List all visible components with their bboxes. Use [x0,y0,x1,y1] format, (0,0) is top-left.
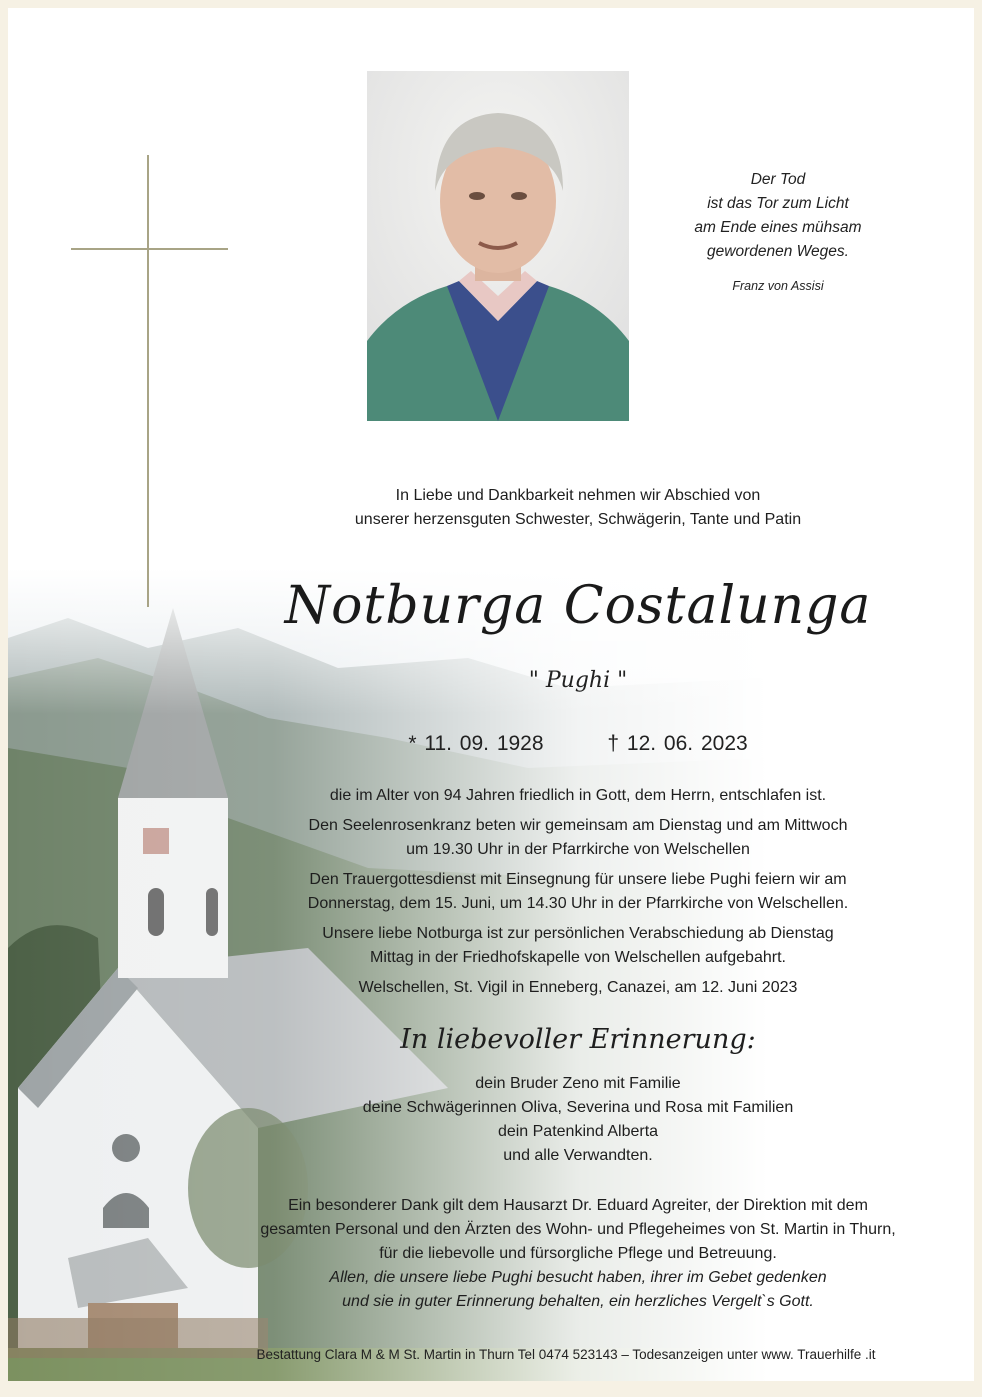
life-dates [168,732,974,756]
family-line: dein Patenkind Alberta [497,1123,659,1140]
thanks-block [168,1194,974,1314]
viewing-paragraph [168,922,974,970]
intro-text [168,484,974,532]
service-paragraph [168,868,974,916]
rosary-line: um 19.30 Uhr in der Pfarrkirche von Welschellen [406,841,750,858]
age-line: die im Alter von 94 Jahren friedlich in Gott, dem Herrn, entschlafen ist. [329,787,827,804]
service-line: Den Trauergottesdienst mit Einsegnung für unsere liebe Pughi feiern wir am [309,871,847,888]
deceased-nickname: " Pughi " [528,668,628,693]
viewing-line: Mittag in der Friedhofskapelle von Welschellen aufgebahrt. [370,949,786,966]
thanks-line: für die liebevolle und fürsorgliche Pflege und Betreuung. [379,1245,777,1262]
death-date: † 12. 06. 2023 [607,732,748,755]
thanks-line: Ein besonderer Dank gilt dem Hausarzt Dr. Eduard Agreiter, der Direktion mit dem [288,1197,868,1214]
memory-heading: In liebevoller Erinnerung: [400,1024,756,1055]
intro-line: In Liebe und Dankbarkeit nehmen wir Abschied von [395,487,761,504]
footer-text: Bestattung Clara M & M St. Martin in Thurn Tel 0474 523143 – Todesanzeigen unter www. Trauerhilfe .it [256,1347,876,1362]
family-line: und alle Verwandten. [503,1147,653,1164]
quote-line: Der Tod [750,171,806,188]
thanks-italic-line: Allen, die unsere liebe Pughi besucht haben, ihrer im Gebet gedenken [329,1269,827,1286]
birth-date: * 11. 09. 1928 [408,732,544,755]
funeral-home-footer [8,1347,974,1362]
rosary-paragraph [168,814,974,862]
family-list [168,1072,974,1168]
announcement-body [168,784,974,1006]
place-date: Welschellen, St. Vigil in Enneberg, Canazei, am 12. Juni 2023 [358,979,798,996]
intro-line: unserer herzensguten Schwester, Schwägerin, Tante und Patin [354,511,802,528]
quote-line: gewordenen Weges. [707,243,849,260]
thanks-italic-line: und sie in guter Erinnerung behalten, ein herzliches Vergelt`s Gott. [342,1293,814,1310]
quote-author: Franz von Assisi [732,279,824,293]
quote-block [658,168,898,298]
rosary-line: Den Seelenrosenkranz beten wir gemeinsam am Dienstag und am Mittwoch [308,817,848,834]
family-line: deine Schwägerinnen Oliva, Severina und Rosa mit Familien [362,1099,794,1116]
thanks-line: gesamten Personal und den Ärzten des Wohn- und Pflegeheimes von St. Martin in Thurn, [260,1221,896,1238]
cross-icon [147,155,149,607]
quote-line: ist das Tor zum Licht [707,195,849,212]
portrait-photo [367,71,629,421]
obituary-page [8,8,974,1381]
quote-line: am Ende eines mühsam [694,219,862,236]
deceased-name: Notburga Costalunga [284,576,872,636]
service-line: Donnerstag, dem 15. Juni, um 14.30 Uhr in der Pfarrkirche von Welschellen. [307,895,849,912]
family-line: dein Bruder Zeno mit Familie [475,1075,681,1092]
cross-icon-bar [71,248,228,250]
viewing-line: Unsere liebe Notburga ist zur persönlichen Verabschiedung ab Dienstag [322,925,834,942]
